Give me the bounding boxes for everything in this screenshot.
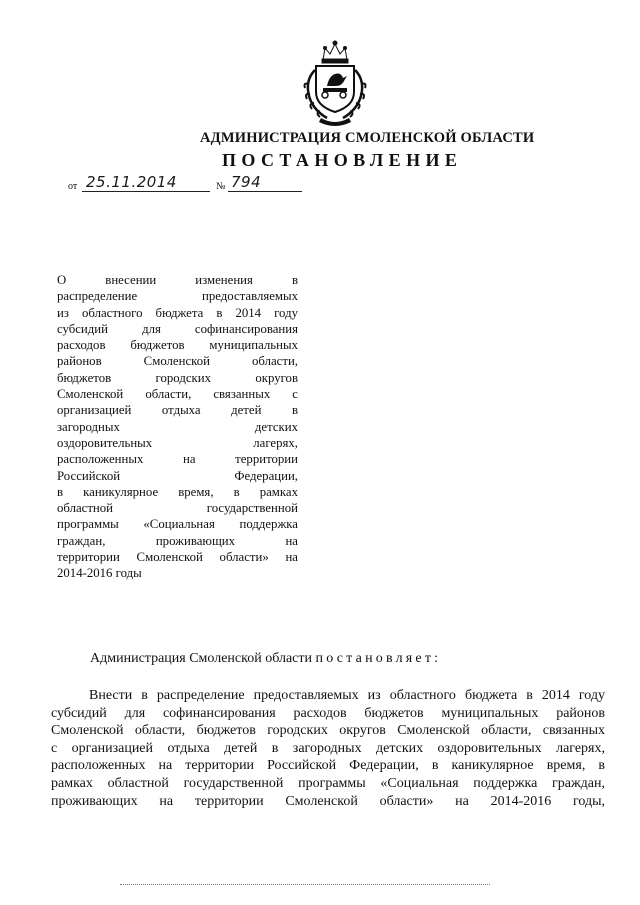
subject-line: расположенных на территории — [57, 452, 298, 467]
subject-line: организацией отдыха детей в — [57, 403, 298, 418]
subject-line: О внесении изменения в — [57, 273, 298, 287]
smolensk-coat-of-arms-icon — [301, 40, 369, 126]
subject-line: Российской Федерации, — [57, 468, 298, 483]
number-prefix: № — [216, 181, 226, 192]
subject-line: районов Смоленской области, — [57, 354, 298, 369]
body-line: субсидий для софинансирования расходов бюджетов муниципальных районов — [51, 705, 605, 721]
body-line: проживающих на территории Смоленской области» на 2014-2016 годы, — [51, 793, 605, 809]
subject-line: загородных детских — [57, 419, 298, 434]
date-value: 25.11.2014 — [86, 173, 177, 191]
subject-line: областной государственной — [57, 501, 298, 516]
body-line: расположенных на территории Российской Федерации, в каникулярное время, в — [51, 758, 605, 774]
subject-line: граждан, проживающих на — [57, 533, 298, 548]
intro-prefix: Администрация Смоленской области — [90, 651, 313, 666]
date-prefix: от — [68, 181, 78, 192]
body-line: Внести в распределение предоставляемых из областного бюджета в 2014 году — [89, 688, 605, 703]
subject-line: из областного бюджета в 2014 году — [57, 305, 298, 320]
body-line: рамках областной государственной программы «Социальная поддержка граждан, — [51, 775, 605, 791]
page-bottom-divider — [120, 884, 490, 885]
subject-line: расходов бюджетов муниципальных — [57, 338, 298, 353]
body-line: Смоленской области, бюджетов городских округов Смоленской области, связанных — [51, 723, 605, 739]
document-type: ПОСТАНОВЛЕНИЕ — [222, 150, 463, 170]
number-underline — [228, 191, 302, 192]
decree-intro — [90, 651, 441, 667]
subject-line: Смоленской области, связанных с — [57, 387, 298, 402]
body-line: с организацией отдыха детей в загородных детских оздоровительных лагерях, — [51, 740, 605, 756]
intro-verb: постановляет: — [315, 651, 442, 666]
subject-line: оздоровительных лагерях, — [57, 435, 298, 450]
date-number-row — [68, 172, 308, 196]
date-underline — [82, 191, 210, 192]
subject-line: в каникулярное время, в рамках — [57, 484, 298, 499]
subject-line: территории Смоленской области» на — [57, 550, 298, 565]
decree-body — [51, 687, 605, 810]
subject-line: 2014-2016 годы — [57, 566, 142, 581]
subject-line: распределение предоставляемых — [57, 289, 298, 304]
subject-line: программы «Социальная поддержка — [57, 517, 298, 532]
subject-line: бюджетов городских округов — [57, 370, 298, 385]
decree-subject — [57, 272, 298, 582]
organization-name: АДМИНИСТРАЦИЯ СМОЛЕНСКОЙ ОБЛАСТИ — [200, 130, 535, 146]
subject-line: субсидий для софинансирования — [57, 321, 298, 336]
number-value: 794 — [231, 173, 262, 191]
